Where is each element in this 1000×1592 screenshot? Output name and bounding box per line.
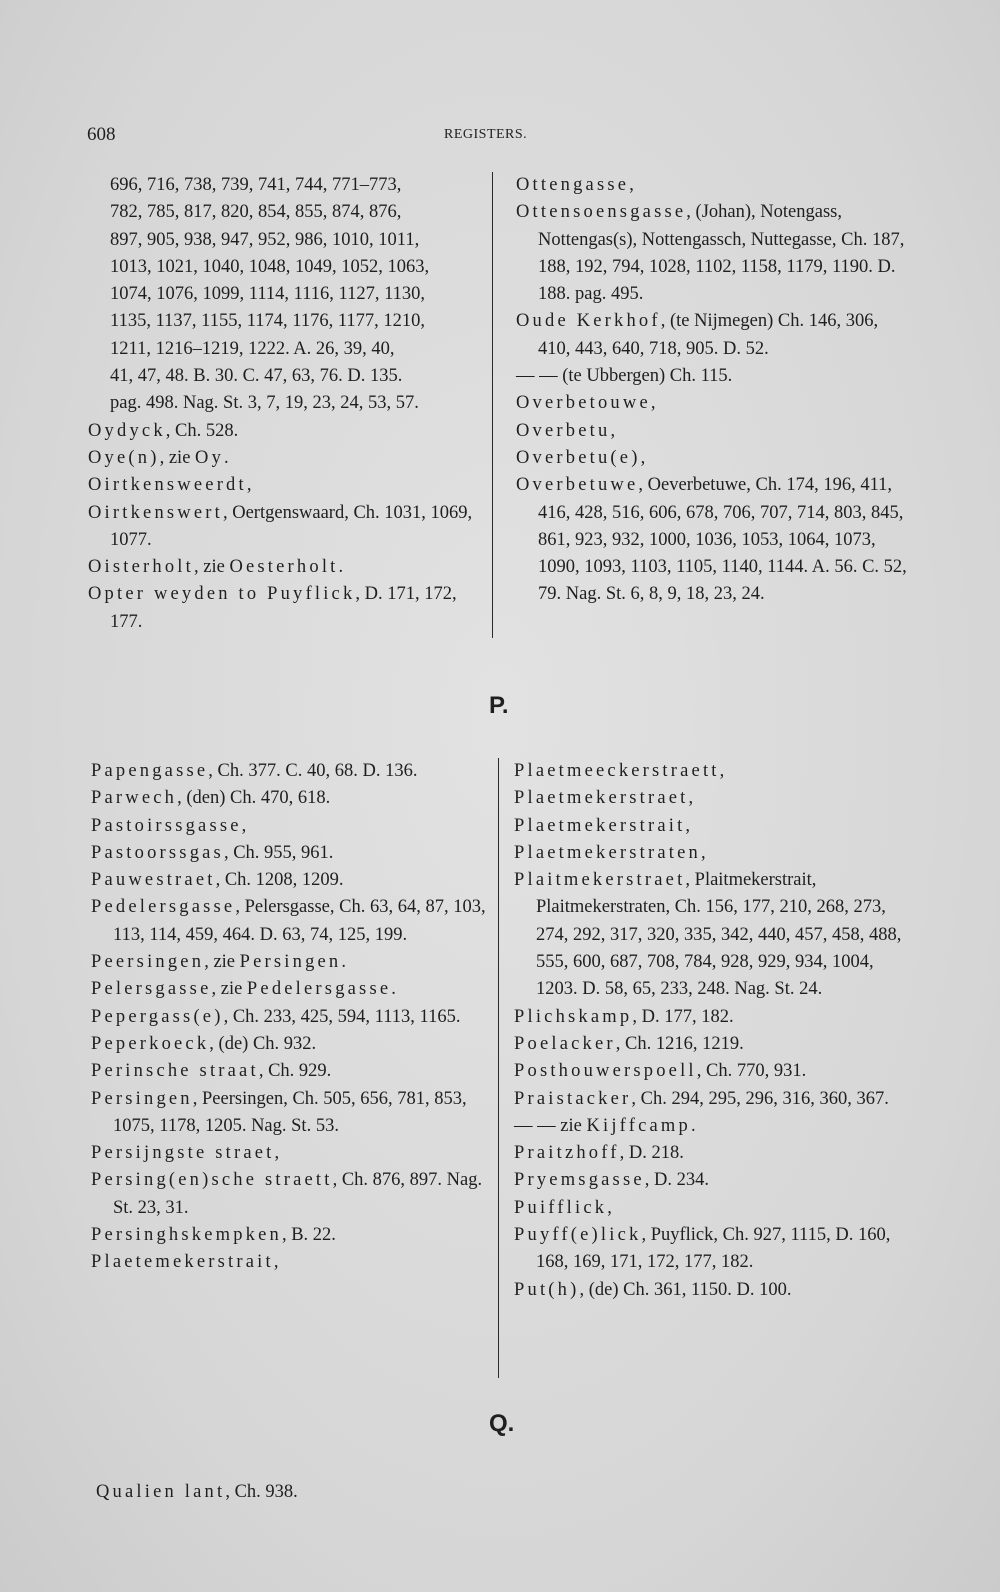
entry-references: , Ch. 233, 425, 594, 1113, 1165. [223, 1006, 461, 1027]
text-line: 1135, 1137, 1155, 1174, 1176, 1177, 1210, [110, 311, 426, 332]
entry-headword: Pedelersgasse [91, 897, 236, 918]
index-entry [91, 1167, 491, 1222]
entry-headword: Overbetouwe [516, 393, 651, 414]
entry-references: , [629, 175, 634, 195]
entry-references: , Ch. 938. [225, 1482, 298, 1502]
entry-tail: . [224, 447, 229, 468]
entry-references: , D. 234. [644, 1170, 710, 1191]
entry-tail: . [338, 557, 344, 578]
entry-tail: . [391, 979, 396, 1000]
index-entry [514, 1140, 914, 1167]
column-divider [492, 172, 493, 638]
entry-references: , zie [211, 979, 247, 1000]
index-entry [91, 1086, 491, 1141]
index-entry [514, 1113, 914, 1140]
entry-references: , zie [159, 447, 196, 468]
entry-list [516, 172, 912, 609]
index-entry [514, 1086, 914, 1113]
text-line: 696, 716, 738, 739, 741, 744, 771–773, [110, 175, 402, 195]
text-line: 782, 785, 817, 820, 854, 855, 874, 876, [110, 202, 402, 223]
entry-references: , zie [204, 952, 240, 973]
entry-headword: Peperkoeck [91, 1033, 210, 1054]
entry-headword: Oydyck [88, 420, 166, 441]
index-entry [516, 172, 912, 199]
entry-headword: Qualien lant [96, 1482, 226, 1502]
entry-headword: Put(h) [514, 1279, 580, 1300]
entry-headword: Posthouwerspoell [514, 1061, 697, 1082]
entry-references: , Ch. 528. [165, 420, 239, 441]
entry-headword: Ottengasse [516, 175, 630, 195]
text-line: pag. 498. Nag. St. 3, 7, 19, 23, 24, 53, 57. [110, 393, 419, 414]
column-p-right [514, 758, 914, 1304]
entry-headword: Persing(en)sche straett [91, 1170, 333, 1191]
entry-list [91, 758, 491, 1277]
index-entry [514, 1004, 914, 1031]
entry-references: , (de) Ch. 932. [209, 1033, 317, 1054]
entry-headword: Praitzhoff [514, 1143, 620, 1164]
entry-list [514, 758, 914, 1304]
entry-references: , [700, 842, 706, 863]
index-entry [91, 894, 491, 949]
index-entry [91, 976, 491, 1003]
index-entry [516, 472, 912, 608]
entry-headword: Oye(n) [88, 447, 160, 468]
entry-headword: Plaitmekerstraet [514, 870, 686, 891]
index-entry [96, 1479, 496, 1506]
index-entry [514, 813, 914, 840]
index-entry [514, 1277, 914, 1304]
entry-references: , B. 22. [281, 1225, 336, 1246]
cross-reference: Kijffcamp [586, 1115, 691, 1136]
entry-references: , Ch. 876, 897. Nag. St. 23, 31. [113, 1170, 483, 1218]
entry-references: , Ch. 1208, 1209. [215, 870, 344, 891]
index-entry [91, 867, 491, 894]
column-q [96, 1479, 496, 1506]
section-letter-q: Q. [489, 1410, 515, 1437]
entry-headword: Oirtkenswert [88, 502, 223, 523]
entry-headword: Puyff(e)lick [514, 1225, 642, 1246]
index-entry [516, 363, 912, 390]
entry-tail: . [341, 952, 347, 973]
running-title: REGISTERS. [444, 127, 528, 142]
entry-references: , (Johan), Notengass, Nottengas(s), Nottengassch, Nuttegasse, Ch. 187, 188, 192, 794, 1028, 1102, 1158, 1179, 1190. D. 188. pag. 495. [538, 202, 905, 305]
entry-headword: — — [516, 366, 558, 387]
entry-headword: — — [514, 1115, 556, 1136]
entry-headword: Pryemsgasse [514, 1170, 645, 1191]
entry-references: , [241, 815, 247, 836]
entry-references: , Oeverbetuwe, Ch. 174, 196, 411, 416, 428, 516, 606, 678, 706, 707, 714, 803, 845, 861, 923, 932, 1000, 1036, 1053, 1064, 1073, 1090, 1093, 1103, 1105, 1140, 1144. A. 56. C. 52, 79. Nag. St. 6, 8, 9, 18, 23, 24. [538, 475, 907, 605]
entry-headword: Plaetmekerstraten [514, 842, 701, 863]
cross-reference: Oy [195, 447, 225, 468]
index-entry [516, 390, 912, 417]
index-entry [514, 840, 914, 867]
index-entry [516, 308, 912, 363]
entry-references: , [685, 815, 691, 836]
entry-references: , Ch. 377. C. 40, 68. D. 136. [208, 761, 418, 781]
entry-references: , Ch. 294, 295, 296, 316, 360, 367. [631, 1088, 889, 1109]
entry-headword: Plaetmekerstraet [514, 788, 689, 809]
entry-references: , [719, 761, 725, 781]
page-number: 608 [87, 124, 116, 145]
entry-references: , D. 177, 182. [632, 1006, 734, 1027]
entry-headword: Plichskamp [514, 1006, 633, 1027]
entry-headword: Pelersgasse [91, 979, 212, 1000]
column-o-left [88, 172, 488, 636]
entry-references: , D. 218. [619, 1143, 684, 1164]
entry-headword: Overbetuwe [516, 475, 639, 496]
entry-references: , Plaitmekerstrait, Plaitmekerstraten, Ch. 156, 177, 210, 268, 273, 274, 292, 317, 320, 335, 342, 440, 457, 458, 488, 555, 600, 687, 708, 784, 928, 929, 934, 1004, 1203. D. 58, 65, 233, 248. Nag. St. 24. [536, 870, 902, 1000]
entry-references: , [688, 788, 694, 809]
index-entry [91, 1058, 491, 1085]
entry-headword: Persinghskempken [91, 1225, 282, 1246]
entry-references: , Ch. 955, 961. [223, 842, 334, 863]
column-divider [498, 758, 499, 1378]
entry-headword: Papengasse [91, 761, 209, 781]
entry-references: , Ch. 1216, 1219. [615, 1033, 744, 1054]
entry-references: , [650, 393, 656, 414]
cross-reference: Pedelersgasse [246, 979, 392, 1000]
cross-reference: Persingen [239, 952, 342, 973]
entry-headword: Pastoorssgas [91, 842, 224, 863]
entry-headword: Persijngste straet [91, 1143, 275, 1164]
entry-headword: Overbetu(e) [516, 447, 641, 468]
index-entry [514, 1031, 914, 1058]
text-line: 1013, 1021, 1040, 1048, 1049, 1052, 1063, [110, 256, 430, 277]
index-entry [91, 1031, 491, 1058]
index-entry [91, 1249, 491, 1276]
index-entry [91, 813, 491, 840]
entry-references: , [640, 447, 646, 468]
entry-headword: Pastoirssgasse [91, 815, 242, 836]
entry-headword: Pepergass(e) [91, 1006, 224, 1027]
entry-references: , (te Nijmegen) Ch. 146, 306, 410, 443, 640, 718, 905. D. 52. [538, 311, 879, 359]
index-entry [514, 758, 914, 785]
index-entry [514, 867, 914, 1003]
index-entry [91, 1004, 491, 1031]
entry-headword: Perinsche straat [91, 1061, 259, 1082]
text-line: 1074, 1076, 1099, 1114, 1116, 1127, 1130, [110, 284, 426, 305]
entry-references: , Pelersgasse, Ch. 63, 64, 87, 103, 113, 114, 459, 464. D. 63, 74, 125, 199. [113, 897, 486, 945]
entry-headword: Puifflick [514, 1197, 608, 1218]
index-entry [88, 500, 488, 555]
entry-headword: Oude Kerkhof [516, 311, 661, 332]
index-entry [91, 840, 491, 867]
entry-headword: Pauwestraet [91, 870, 216, 891]
index-entry [514, 1167, 914, 1194]
index-entry [514, 1195, 914, 1222]
index-entry [514, 1222, 914, 1277]
entry-references: , D. 171, 172, 177. [110, 584, 457, 632]
text-line: 897, 905, 938, 947, 952, 986, 1010, 1011, [110, 229, 420, 250]
index-entry [516, 445, 912, 472]
cross-reference: Oesterholt [229, 557, 339, 578]
index-entry [88, 418, 488, 445]
entry-references: zie [555, 1115, 587, 1136]
entry-references: , Oertgenswaard, Ch. 1031, 1069, 1077. [110, 502, 473, 550]
entry-references: , Puyflick, Ch. 927, 1115, D. 160, 168, 169, 171, 172, 177, 182. [536, 1225, 891, 1273]
entry-references: , [274, 1143, 280, 1164]
entry-headword: Ottensoensgasse [516, 202, 687, 223]
entry-tail: . [690, 1115, 696, 1136]
entry-headword: Oisterholt [88, 557, 194, 578]
entry-headword: Praistacker [514, 1088, 632, 1109]
entry-headword: Plaetmeeckerstraett [514, 761, 720, 781]
index-entry [91, 758, 491, 785]
index-entry [514, 1058, 914, 1085]
text-line: 41, 47, 48. B. 30. C. 47, 63, 76. D. 135. [110, 366, 403, 387]
entry-references: , [273, 1252, 279, 1273]
entry-list [96, 1479, 496, 1506]
index-entry [91, 949, 491, 976]
index-entry [514, 785, 914, 812]
index-entry [516, 199, 912, 308]
index-entry [91, 1222, 491, 1249]
entry-headword: Overbetu [516, 420, 611, 441]
entry-references: , [607, 1197, 612, 1218]
index-entry [88, 445, 488, 472]
index-entry [91, 1140, 491, 1167]
entry-headword: Oirtkensweerdt [88, 475, 247, 496]
entry-headword: Parwech [91, 788, 178, 809]
entry-references: , zie [194, 557, 230, 578]
entry-references: (te Ubbergen) Ch. 115. [557, 366, 733, 387]
entry-headword: Poelacker [514, 1033, 616, 1054]
entry-references: , Ch. 770, 931. [696, 1061, 807, 1082]
entry-headword: Plaetmekerstrait [514, 815, 686, 836]
entry-references: , Ch. 929. [258, 1061, 332, 1082]
column-o-right [516, 172, 912, 609]
entry-references: , [610, 420, 616, 441]
entry-references: , [246, 475, 252, 496]
index-entry [88, 554, 488, 581]
index-entry [516, 418, 912, 445]
entry-headword: Persingen [91, 1088, 193, 1109]
index-entry [91, 785, 491, 812]
section-letter-p: P. [489, 692, 509, 719]
text-line: 1211, 1216–1219, 1222. A. 26, 39, 40, [110, 338, 395, 359]
entry-list [88, 418, 488, 636]
entry-headword: Peersingen [91, 952, 205, 973]
column-p-left [91, 758, 491, 1277]
entry-references: , Peersingen, Ch. 505, 656, 781, 853, 1075, 1178, 1205. Nag. St. 53. [113, 1088, 467, 1136]
entry-headword: Plaetemekerstrait [91, 1252, 274, 1273]
index-entry [88, 472, 488, 499]
index-entry [88, 581, 488, 636]
continued-entry [88, 172, 488, 418]
entry-headword: Opter weyden to Puyflick [88, 584, 356, 605]
entry-references: , (de) Ch. 361, 1150. D. 100. [579, 1279, 792, 1300]
entry-references: , (den) Ch. 470, 618. [177, 788, 331, 809]
